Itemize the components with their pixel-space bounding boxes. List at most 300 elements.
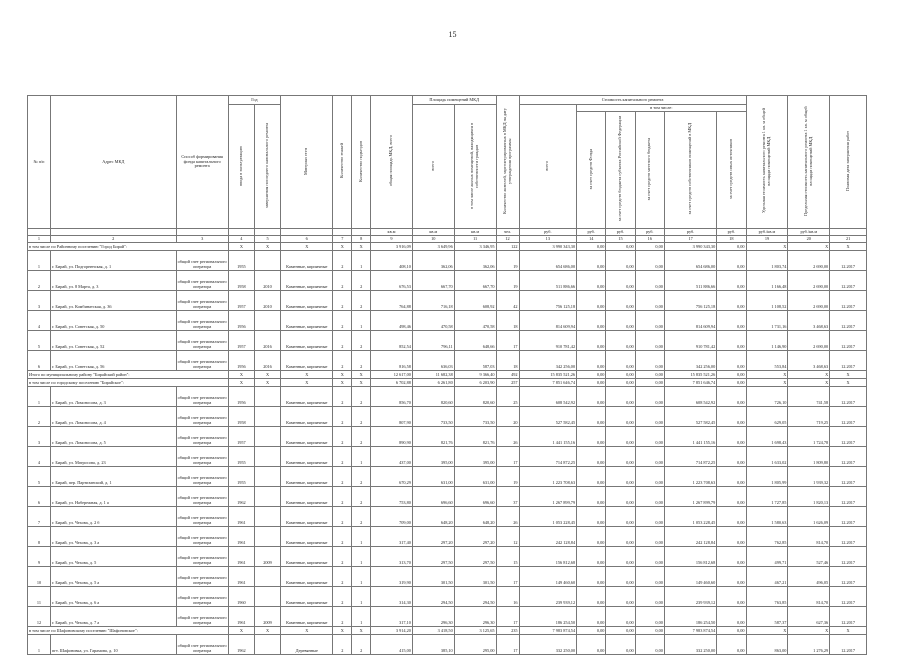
wall-material-cell: Каменные, кирпичные (281, 527, 333, 547)
address-cell: г. Бирай, ул. Советская, д. 56 (51, 351, 177, 371)
area-cell: 696,60 (412, 487, 454, 507)
year-built-cell: 1956 (228, 311, 254, 331)
local-cell: 0,00 (635, 507, 664, 527)
local-cell: 0,00 (635, 487, 664, 507)
owners-cell: 3 990 343,30 (664, 243, 716, 251)
column-number-cell: 6 (281, 236, 333, 243)
wall-material-cell: Каменные, кирпичные (281, 447, 333, 467)
row-number: 1 (28, 251, 51, 271)
col-year-repair: завершения последнего капитального ремонта (254, 105, 280, 229)
deadline-cell: 12.2017 (830, 587, 867, 607)
total-area-cell: 670,29 (371, 467, 413, 487)
residents-cell: 17 (496, 331, 519, 351)
owners-cell: 814 609,94 (664, 311, 716, 331)
entrances-cell: 1 (352, 447, 371, 467)
year-repair-cell (254, 407, 280, 427)
deadline-cell: 12.2017 (830, 427, 867, 447)
unit-cell (352, 229, 371, 236)
other-cell: 0,00 (717, 331, 746, 351)
local-cell: 0,00 (635, 587, 664, 607)
col-residents: Количество жителей, зарегистрированных в МКД на дату утверждения программы (496, 96, 519, 229)
wall-material-cell: Каменные, кирпичные (281, 387, 333, 407)
year-repair-cell: 2009 (254, 547, 280, 567)
unit-cost-cell: 763,85 (746, 587, 788, 607)
total-area-cell: 498,46 (371, 311, 413, 331)
limit-cost-cell: 627,36 (788, 607, 830, 627)
total-area-cell: 408,10 (371, 251, 413, 271)
area-residents-cell: 296,30 (454, 607, 496, 627)
address-cell: г. Бирай, ул. Советская, д. 52 (51, 331, 177, 351)
area-residents-cell: 3 346,95 (454, 243, 496, 251)
unit-cost-cell: 1 108,52 (746, 291, 788, 311)
unit-cell: руб. (519, 229, 577, 236)
fed-cell: 0,00 (606, 371, 635, 379)
column-numbers-row (28, 236, 867, 243)
area-cell: 796,11 (412, 331, 454, 351)
address-cell: г. Бирай, ул. Чехова, д. 3 а (51, 527, 177, 547)
unit-cell: чел. (496, 229, 519, 236)
total-area-cell: 676,53 (371, 271, 413, 291)
unit-cost-cell: 1 727,85 (746, 487, 788, 507)
year-built-cell: 1961 (228, 527, 254, 547)
unit-cost-cell: X (746, 379, 788, 387)
area-cell: 11 682,38 (412, 371, 454, 379)
fund-cell: 0,00 (577, 407, 606, 427)
residents-cell: 18 (496, 351, 519, 371)
area-residents-cell: 821,76 (454, 427, 496, 447)
entrances-cell: 2 (352, 635, 371, 655)
year-group: Год (228, 96, 280, 105)
area-residents-cell: 9 366,40 (454, 371, 496, 379)
year-built-cell: 1955 (228, 467, 254, 487)
year-built-cell: 1955 (228, 251, 254, 271)
cost-cell: 511 886,66 (519, 271, 577, 291)
column-number-cell: 8 (352, 236, 371, 243)
group-row (28, 371, 867, 379)
group-row (28, 243, 867, 251)
year-repair-cell (254, 311, 280, 331)
placeholder-cell: X (254, 379, 280, 387)
entrances-cell: 2 (352, 387, 371, 407)
cost-cell: 910 781,42 (519, 331, 577, 351)
unit-cost-cell: 499,71 (746, 547, 788, 567)
method-cell: общий счет регионального оператора (176, 447, 228, 467)
local-cell: 0,00 (635, 243, 664, 251)
method-cell: общий счет регионального оператора (176, 291, 228, 311)
address-cell: г. Бирай, ул. Чехова, д. 6 а (51, 587, 177, 607)
total-area-cell: 437,00 (371, 447, 413, 467)
other-cell: 0,00 (717, 271, 746, 291)
fed-cell: 0,00 (606, 567, 635, 587)
other-cell: 0,00 (717, 527, 746, 547)
column-number-cell: 16 (635, 236, 664, 243)
cost-cell: 239 939,12 (519, 587, 577, 607)
year-built-cell: 1956 (228, 387, 254, 407)
limit-cost-cell: X (788, 379, 830, 387)
year-repair-cell (254, 527, 280, 547)
deadline-cell: X (830, 627, 867, 635)
area-residents-cell: 820,60 (454, 387, 496, 407)
residents-cell: 19 (496, 251, 519, 271)
row-number: 2 (28, 271, 51, 291)
placeholder-cell: X (281, 243, 333, 251)
table-row (28, 407, 867, 427)
method-cell: общий счет регионального оператора (176, 567, 228, 587)
address-cell: г. Бирай, ул. Ломоносова, д. 3 (51, 387, 177, 407)
deadline-cell: 12.2017 (830, 527, 867, 547)
unit-cell: кв.м (454, 229, 496, 236)
fed-cell: 0,00 (606, 527, 635, 547)
residents-cell: 26 (496, 507, 519, 527)
method-cell: общий счет регионального оператора (176, 311, 228, 331)
deadline-cell: X (830, 379, 867, 387)
deadline-cell: 12.2017 (830, 271, 867, 291)
area-cell: 3 418,50 (412, 627, 454, 635)
limit-cost-cell: 1 939,32 (788, 467, 830, 487)
units-row (28, 229, 867, 236)
table-row (28, 527, 867, 547)
year-built-cell: 1958 (228, 271, 254, 291)
column-number-cell: 18 (717, 236, 746, 243)
unit-cost-cell: 1 805,99 (746, 467, 788, 487)
table-row (28, 587, 867, 607)
area-residents-cell: 667,70 (454, 271, 496, 291)
unit-cost-cell: 1 731,16 (746, 311, 788, 331)
table-row (28, 291, 867, 311)
method-cell: общий счет регионального оператора (176, 331, 228, 351)
address-cell: г. Бирай, ул. Ломоносова, д. 5 (51, 427, 177, 447)
owners-cell: 242 128,84 (664, 527, 716, 547)
method-cell: общий счет регионального оператора (176, 487, 228, 507)
limit-cost-cell: X (788, 627, 830, 635)
entrances-cell: 1 (352, 251, 371, 271)
fund-cell: 0,00 (577, 547, 606, 567)
fund-cell: 0,00 (577, 607, 606, 627)
limit-cost-cell: 1 276,29 (788, 635, 830, 655)
placeholder-cell: X (352, 243, 371, 251)
floors-cell: 2 (333, 487, 352, 507)
residents-cell: 17 (496, 635, 519, 655)
floors-cell: 2 (333, 331, 352, 351)
column-number-cell: 19 (746, 236, 788, 243)
year-built-cell: 1957 (228, 331, 254, 351)
column-number-cell: 5 (254, 236, 280, 243)
residents-cell: 20 (496, 407, 519, 427)
fed-cell: 0,00 (606, 387, 635, 407)
table-row (28, 251, 867, 271)
fund-cell: 0,00 (577, 371, 606, 379)
entrances-cell: 1 (352, 567, 371, 587)
other-cell: 0,00 (717, 487, 746, 507)
unit-cell (333, 229, 352, 236)
cost-cell: 156 812,68 (519, 547, 577, 567)
fund-cell: 0,00 (577, 351, 606, 371)
column-number-cell: 2 (51, 236, 177, 243)
deadline-cell: 12.2017 (830, 311, 867, 331)
residents-cell: 17 (496, 447, 519, 467)
placeholder-cell: X (333, 371, 352, 379)
year-repair-cell (254, 635, 280, 655)
owners-cell: 342 256,00 (664, 351, 716, 371)
entrances-cell: 1 (352, 311, 371, 331)
area-cell: 631,00 (412, 467, 454, 487)
other-cell: 0,00 (717, 507, 746, 527)
wall-material-cell: Каменные, кирпичные (281, 351, 333, 371)
floors-cell: 2 (333, 587, 352, 607)
method-cell: общий счет регионального оператора (176, 547, 228, 567)
table-row (28, 487, 867, 507)
cost-cell: 527 582,45 (519, 407, 577, 427)
table-row (28, 271, 867, 291)
total-area-cell: 415,00 (371, 635, 413, 655)
group-row (28, 379, 867, 387)
fund-cell: 0,00 (577, 447, 606, 467)
limit-cost-cell: 1 724,78 (788, 427, 830, 447)
area-residents-cell: 297,50 (454, 547, 496, 567)
unit-cell: руб. (664, 229, 716, 236)
total-area-cell: 12 617,00 (371, 371, 413, 379)
placeholder-cell: X (254, 371, 280, 379)
limit-cost-cell: 496,05 (788, 567, 830, 587)
area-residents-cell: 362,06 (454, 251, 496, 271)
floors-cell: 2 (333, 351, 352, 371)
area-residents-cell: 301,50 (454, 567, 496, 587)
total-area-cell: 317,40 (371, 527, 413, 547)
owners-cell: 608 542,92 (664, 387, 716, 407)
entrances-cell: 2 (352, 487, 371, 507)
wall-material-cell: Каменные, кирпичные (281, 607, 333, 627)
row-number: 3 (28, 427, 51, 447)
other-cell: 0,00 (717, 387, 746, 407)
area-cell: 6 261,80 (412, 379, 454, 387)
group-label: в том числе по Районному поселению "Город Бирай": (28, 243, 229, 251)
entrances-cell: 2 (352, 427, 371, 447)
area-cell: 470,58 (412, 311, 454, 331)
fund-cell: 0,00 (577, 379, 606, 387)
entrances-cell: 2 (352, 271, 371, 291)
residents-cell: 17 (496, 607, 519, 627)
column-number-cell: 10 (412, 236, 454, 243)
address-cell: г. Бирай, ул. 8 Марта, д. 3 (51, 271, 177, 291)
group-label: в том числе по Шафоновскому поселению "Шафоновское": (28, 627, 229, 635)
area-cell: 667,70 (412, 271, 454, 291)
placeholder-cell: X (352, 371, 371, 379)
cost-cell: 149 460,60 (519, 567, 577, 587)
local-cell: 0,00 (635, 527, 664, 547)
year-built-cell: 1961 (228, 607, 254, 627)
page-number: 15 (448, 30, 457, 39)
residents-cell: 257 (496, 379, 519, 387)
entrances-cell: 1 (352, 547, 371, 567)
limit-cost-cell: 2 690,00 (788, 271, 830, 291)
placeholder-cell: X (352, 627, 371, 635)
residents-cell: 492 (496, 371, 519, 379)
total-area-cell: 3 916,09 (371, 243, 413, 251)
total-area-cell: 764,88 (371, 291, 413, 311)
area-cell: 296,30 (412, 607, 454, 627)
total-area-cell: 317,10 (371, 607, 413, 627)
deadline-cell: 12.2017 (830, 635, 867, 655)
year-repair-cell (254, 251, 280, 271)
owners-cell: 239 939,12 (664, 587, 716, 607)
other-cell: 0,00 (717, 547, 746, 567)
other-cell: 0,00 (717, 467, 746, 487)
local-cell: 0,00 (635, 467, 664, 487)
deadline-cell: 12.2017 (830, 407, 867, 427)
fed-cell: 0,00 (606, 351, 635, 371)
table-row (28, 427, 867, 447)
row-number: 5 (28, 331, 51, 351)
group-row (28, 627, 867, 635)
area-residents-cell: 295,00 (454, 635, 496, 655)
col-cost-total: всего (519, 105, 577, 229)
area-cell: 395,00 (412, 447, 454, 467)
residents-cell: 122 (496, 243, 519, 251)
floors-cell: 2 (333, 427, 352, 447)
local-cell: 0,00 (635, 447, 664, 467)
area-residents-cell: 587,03 (454, 351, 496, 371)
owners-cell: 756 125,18 (664, 291, 716, 311)
table-row (28, 607, 867, 627)
row-number: 5 (28, 467, 51, 487)
unit-cost-cell: 1 633,02 (746, 447, 788, 467)
area-residents-cell: 395,00 (454, 447, 496, 467)
area-residents-cell: 648,20 (454, 507, 496, 527)
fund-cell: 0,00 (577, 291, 606, 311)
residents-cell: 19 (496, 467, 519, 487)
fed-cell: 0,00 (606, 447, 635, 467)
year-built-cell: 1957 (228, 291, 254, 311)
column-number-cell: 11 (454, 236, 496, 243)
method-cell: общий счет регионального оператора (176, 635, 228, 655)
placeholder-cell: X (254, 243, 280, 251)
unit-cost-cell: 1 146,90 (746, 331, 788, 351)
entrances-cell: 2 (352, 467, 371, 487)
residents-cell: 42 (496, 291, 519, 311)
total-area-cell: 856,70 (371, 387, 413, 407)
owners-cell: 527 582,45 (664, 407, 716, 427)
col-deadline: Плановая дата завершения работ (830, 96, 867, 229)
entrances-cell: 1 (352, 587, 371, 607)
placeholder-cell: X (281, 371, 333, 379)
year-repair-cell (254, 447, 280, 467)
col-fund: за счет средств Фонда (577, 112, 606, 229)
placeholder-cell: X (281, 379, 333, 387)
cost-cell: 1 267 899,79 (519, 487, 577, 507)
address-cell: г. Бирай, пер. Партизанский, д. 1 (51, 467, 177, 487)
year-built-cell: 1958 (228, 407, 254, 427)
cost-cell: 714 872,25 (519, 447, 577, 467)
deadline-cell: X (830, 243, 867, 251)
local-cell: 0,00 (635, 635, 664, 655)
local-cell: 0,00 (635, 567, 664, 587)
owners-cell: 1 267 899,79 (664, 487, 716, 507)
unit-cell: руб. (577, 229, 606, 236)
wall-material-cell: Каменные, кирпичные (281, 311, 333, 331)
total-area-cell: 852,54 (371, 331, 413, 351)
owners-cell: 186 254,50 (664, 607, 716, 627)
other-cell: 0,00 (717, 371, 746, 379)
fed-cell: 0,00 (606, 311, 635, 331)
unit-cell (281, 229, 333, 236)
unit-cost-cell: X (746, 243, 788, 251)
area-cell: 297,50 (412, 547, 454, 567)
other-cell: 0,00 (717, 587, 746, 607)
area-cell: 297,20 (412, 527, 454, 547)
fed-cell: 0,00 (606, 427, 635, 447)
table-row (28, 447, 867, 467)
col-num: № п/п (28, 96, 51, 229)
deadline-cell: 12.2017 (830, 251, 867, 271)
cost-cell: 242 128,84 (519, 527, 577, 547)
fed-cell: 0,00 (606, 467, 635, 487)
floors-cell: 2 (333, 527, 352, 547)
address-cell: г. Бирай, ул. Ломоносова, д. 4 (51, 407, 177, 427)
cost-cell: 342 256,00 (519, 351, 577, 371)
local-cell: 0,00 (635, 379, 664, 387)
fund-cell: 0,00 (577, 627, 606, 635)
wall-material-cell: Каменные, кирпичные (281, 487, 333, 507)
area-residents-cell: 470,58 (454, 311, 496, 331)
local-cell: 0,00 (635, 311, 664, 331)
residents-cell: 16 (496, 587, 519, 607)
row-number: 2 (28, 407, 51, 427)
fed-cell: 0,00 (606, 407, 635, 427)
total-area-cell: 816,58 (371, 351, 413, 371)
floors-cell: 2 (333, 447, 352, 467)
fund-cell: 0,00 (577, 567, 606, 587)
entrances-cell: 2 (352, 331, 371, 351)
local-cell: 0,00 (635, 291, 664, 311)
deadline-cell: 12.2017 (830, 291, 867, 311)
fed-cell: 0,00 (606, 291, 635, 311)
address-cell: пгт. Шафоновка, ул. Гарамова, д. 10 (51, 635, 177, 655)
column-number-cell: 20 (788, 236, 830, 243)
placeholder-cell: X (228, 243, 254, 251)
other-cell: 0,00 (717, 447, 746, 467)
method-cell: общий счет регионального оператора (176, 387, 228, 407)
area-cell: 294,50 (412, 587, 454, 607)
residents-cell: 17 (496, 567, 519, 587)
owners-cell: 910 781,42 (664, 331, 716, 351)
method-cell: общий счет регионального оператора (176, 427, 228, 447)
residents-cell: 18 (496, 311, 519, 331)
unit-cell (51, 229, 177, 236)
local-cell: 0,00 (635, 251, 664, 271)
wall-material-cell: Каменные, кирпичные (281, 291, 333, 311)
limit-cost-cell: 2 690,00 (788, 331, 830, 351)
area-group: Площадь помещений МКД (412, 96, 496, 105)
row-number: 6 (28, 351, 51, 371)
wall-material-cell: Каменные, кирпичные (281, 467, 333, 487)
unit-cell (28, 229, 51, 236)
cost-cell: 608 542,92 (519, 387, 577, 407)
fund-cell: 0,00 (577, 487, 606, 507)
year-repair-cell: 2009 (254, 607, 280, 627)
total-area-cell: 807,90 (371, 407, 413, 427)
area-cell: 648,20 (412, 507, 454, 527)
column-number-cell: 3 (176, 236, 228, 243)
col-unit-cost: Удельная стоимость капитального ремонта 1 кв. м общей площади помещений МКД (746, 96, 788, 229)
method-cell: общий счет регионального оператора (176, 271, 228, 291)
total-area-cell: 314,30 (371, 587, 413, 607)
year-built-cell: 1961 (228, 547, 254, 567)
row-number: 9 (28, 547, 51, 567)
other-cell: 0,00 (717, 567, 746, 587)
deadline-cell: 12.2017 (830, 547, 867, 567)
unit-cell: руб./кв.м (746, 229, 788, 236)
column-number-cell: 4 (228, 236, 254, 243)
